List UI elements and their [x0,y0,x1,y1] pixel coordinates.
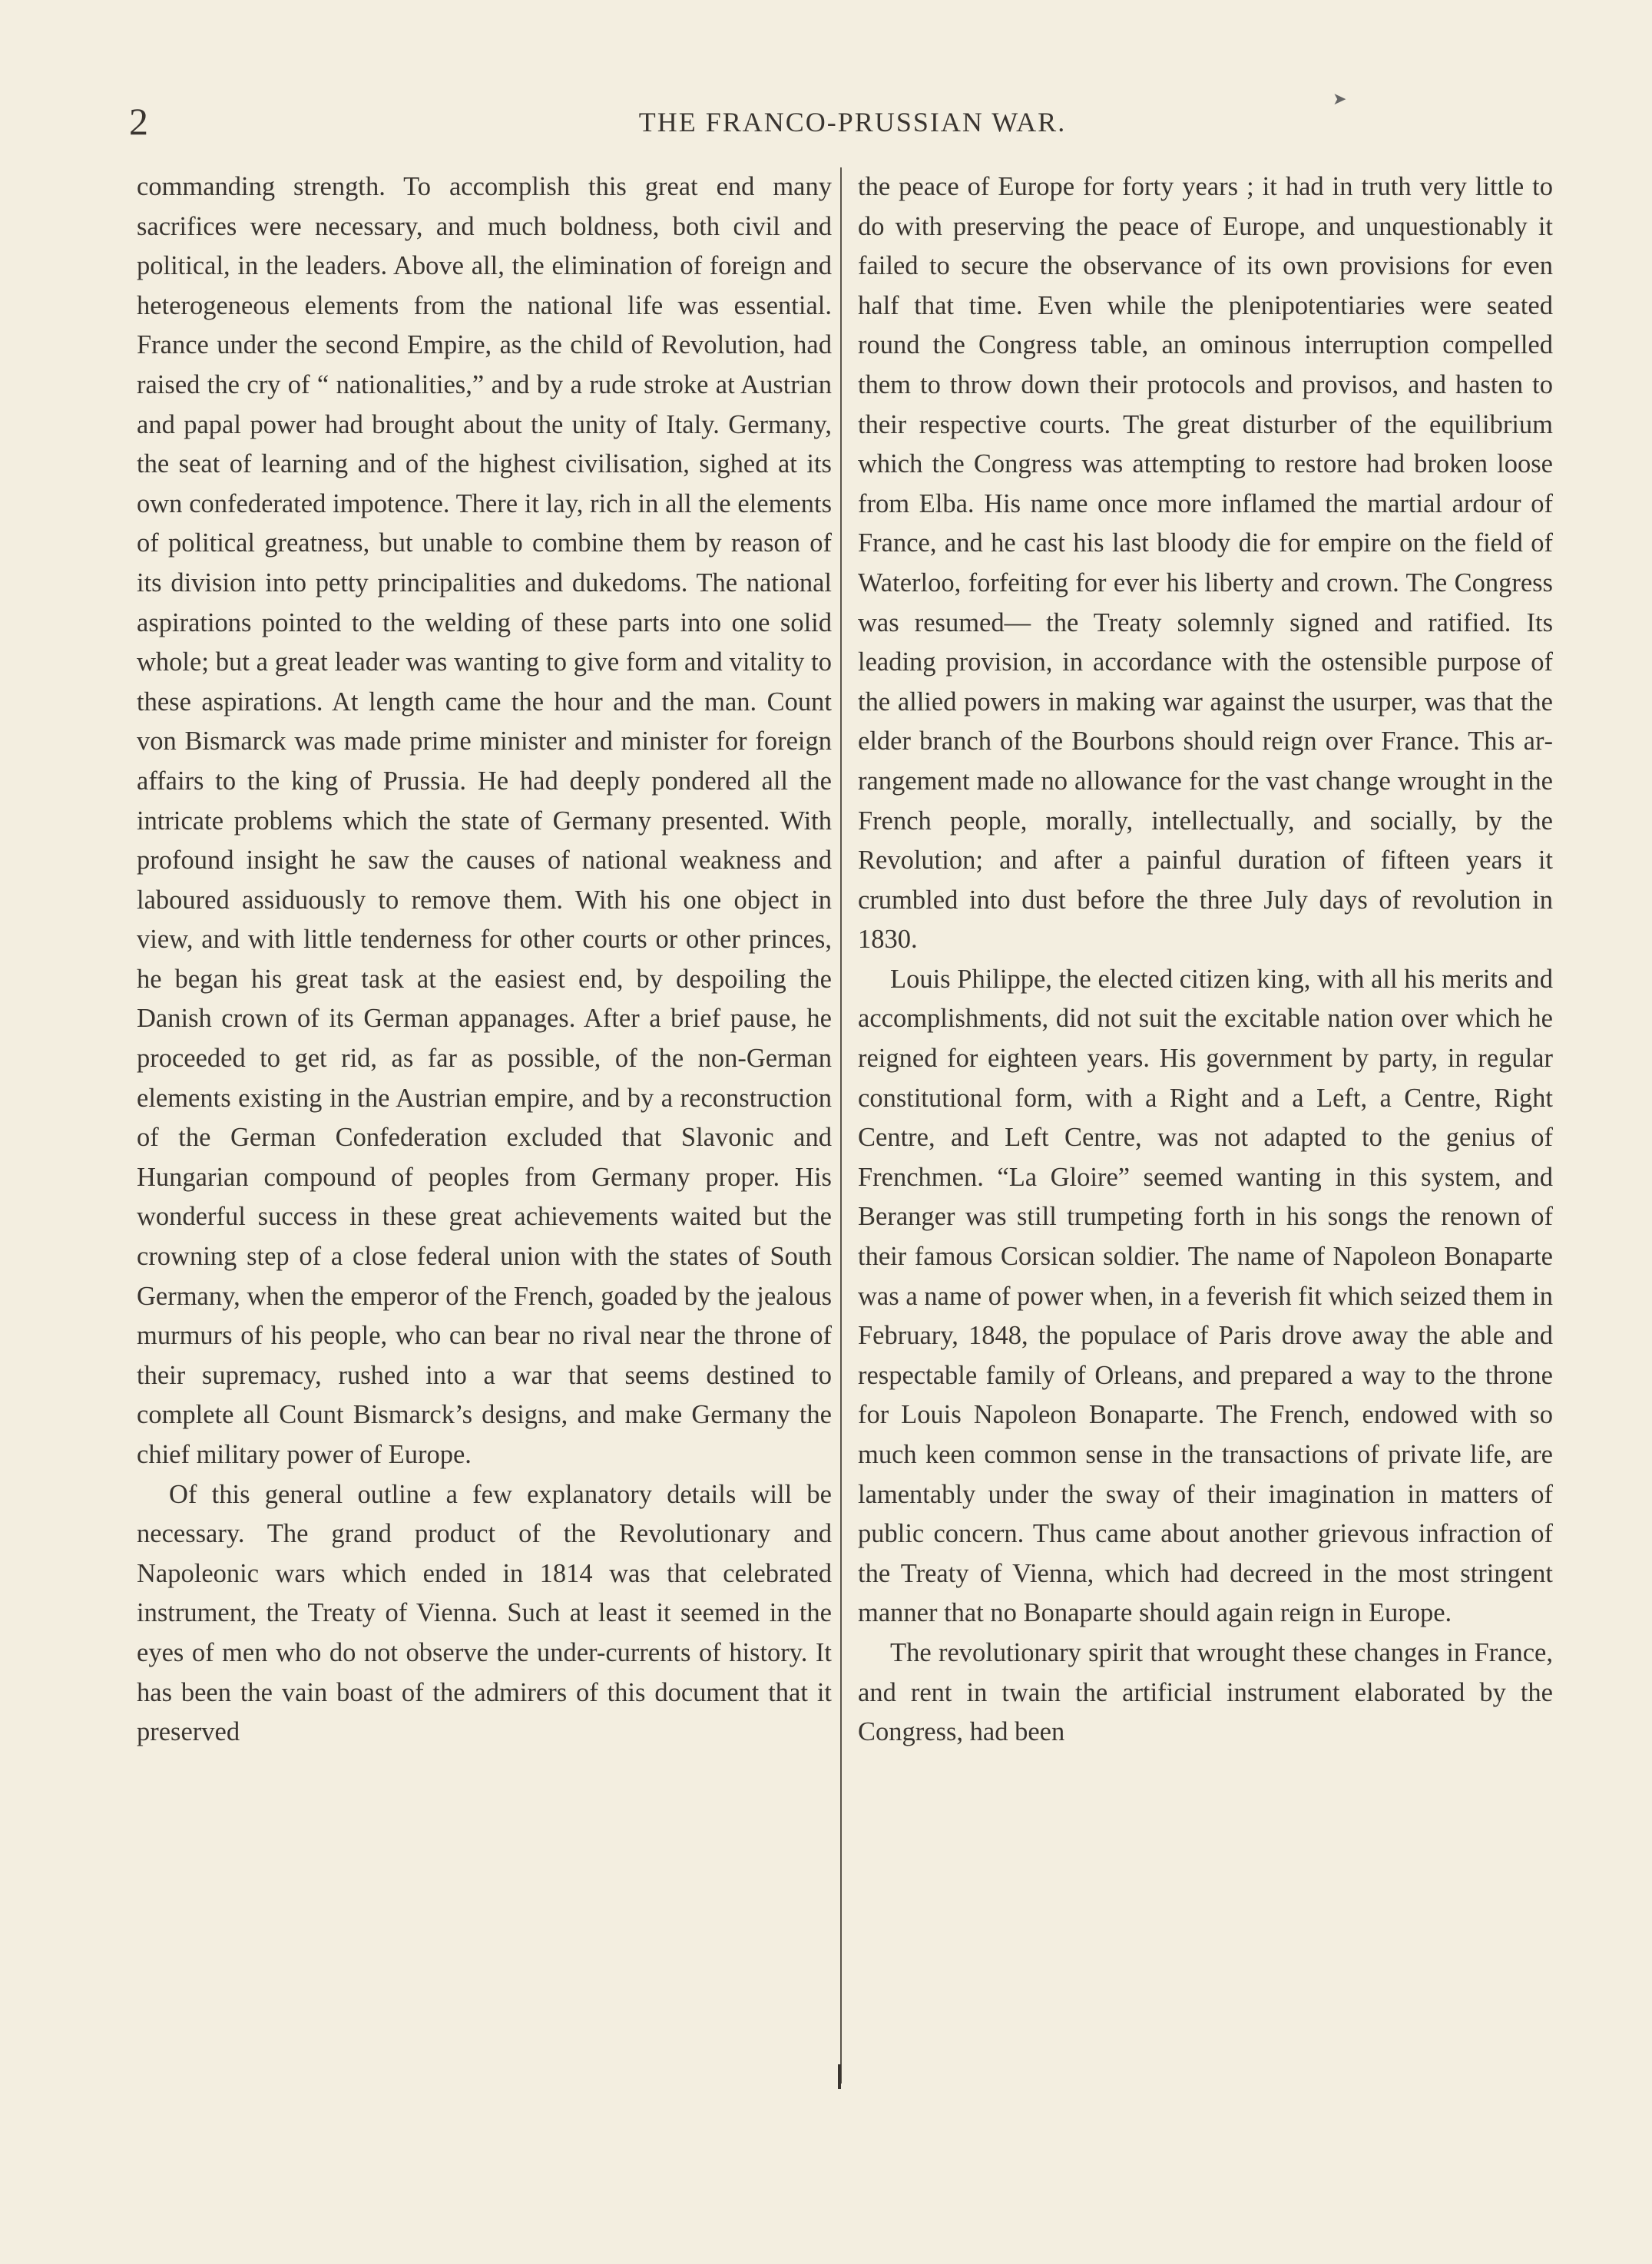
paragraph: The revolutionary spirit that wrought these changes in France, and rent in twain the artificial instrument elaborated by the Congress, had been [858,1637,1553,1747]
paragraph: commanding strength. To accomplish this great end many sacrifices were necessary, and much boldness, both civil and political, in the leaders. Above all, the elimination of foreign and heterogeneous elements from the national life was essential. France under the second Empire, as the child of Revolution, had raised the cry of “ nationalities,” and by a rude stroke at Austrian and papal power had brought about the unity of Italy. Germany, the seat of learning and of the highest civilisation, sighed at its own confederated impotence. There it lay, rich in all the elements of political greatness, but unable to combine them by reason of its division into petty principalities and dukedoms. The national aspirations pointed to the welding of these parts into one solid whole; but a great leader was wanting to give form and vitality to these aspirations. At length came the hour and the man. Count von Bismarck was made prime minister and minister for foreign affairs to the king of Prussia. He had deeply pondered all the intricate problems which the state of Germany presented. With profound insight he saw the causes of national weakness and laboured assiduously to remove them. With his one object in view, and with little tenderness for other courts or other princes, he began his great task at the easiest end, by despoiling the Danish crown of its German appanages. After a brief pause, he proceeded to get rid, as far as possible, of the non-German elements existing in the Austrian empire, and by a reconstruction of the German Confederation excluded that Slavonic and Hungarian compound of peoples from Germany proper. His wonderful success in these great achievements waited but the crowning step of a close federal union with the states of South Germany, when the emperor of the French, goaded by the jealous murmurs of his people, who can bear no rival near the throne of their supremacy, rushed into a war that seems destined to complete all Count Bismarck’s designs, and make Germany the chief military power of Europe. [137,172,832,1469]
page-header [123,89,1582,160]
page-number: 2 [129,100,148,143]
paragraph: the peace of Europe for forty years ; it had in truth very little to do with preserving the peace of Europe, and unquestionably it failed to secure the observance of its own provisions for even half that time. Even while the plenipotentiaries were seated round the Congress table, an ominous interruption compelled them to throw down their protocols and provisos, and hasten to their respective courts. The great disturber of the equilibrium which the Congress was attempting to restore had broken loose from Elba. His name once more inflamed the martial ardour of France, and he cast his last bloody die for empire on the field of Waterloo, forfeiting for ever his liberty and crown. The Congress was resumed— the Treaty solemnly signed and ratified. Its leading provision, in accordance with the ostensible purpose of the allied powers in making war against the usurper, was that the elder branch of the Bourbons should reign over France. This arrangement made no allowance for the vast change wrought in the French people, morally, intellectually, and socially, by the Revolution; and after a painful duration of fifteen years it crumbled into dust before the three July days of revolution in 1830. [858,172,1553,955]
left-column [137,167,832,1753]
column-divider [840,167,842,2084]
ink-speck-mark: ➤ [1333,89,1347,108]
running-title: THE FRANCO-PRUSSIAN WAR. [638,107,1067,137]
column-divider-end-mark [838,2064,841,2089]
paragraph: Of this general outline a few explanatory details will be necessary. The grand product of the Revolutionary and Napoleonic wars which ended in 1814 was that celebrated instrument, the Treaty of Vienna. Such at least it seemed in the eyes of men who do not observe the under-currents of history. It has been the vain boast of the admirers of this document that it preserved [137,1479,832,1747]
paragraph: Louis Philippe, the elected citizen king, with all his merits and accomplishments, did not suit the excitable nation over which he reigned for eighteen years. His government by party, in regular constitutional form, with a Right and a Left, a Centre, Right Centre, and Left Centre, was not adapted to the genius of Frenchmen. “La Gloire” seemed wanting in this system, and Beranger was still trumpeting forth in his songs the renown of their famous Corsican soldier. The name of Napoleon Bonaparte was a name of power when, in a feverish fit which seized them in February, 1848, the populace of Paris drove away the able and respectable family of Orleans, and prepared a way to the throne for Louis Napoleon Bonaparte. The French, endowed with so much keen common sense in the transactions of private life, are lamentably under the sway of their imagination in matters of public concern. Thus came about another grievous infraction of the Treaty of Vienna, which had decreed in the most stringent manner that no Bonaparte should again reign in Europe. [858,964,1553,1628]
right-column [858,167,1553,1753]
